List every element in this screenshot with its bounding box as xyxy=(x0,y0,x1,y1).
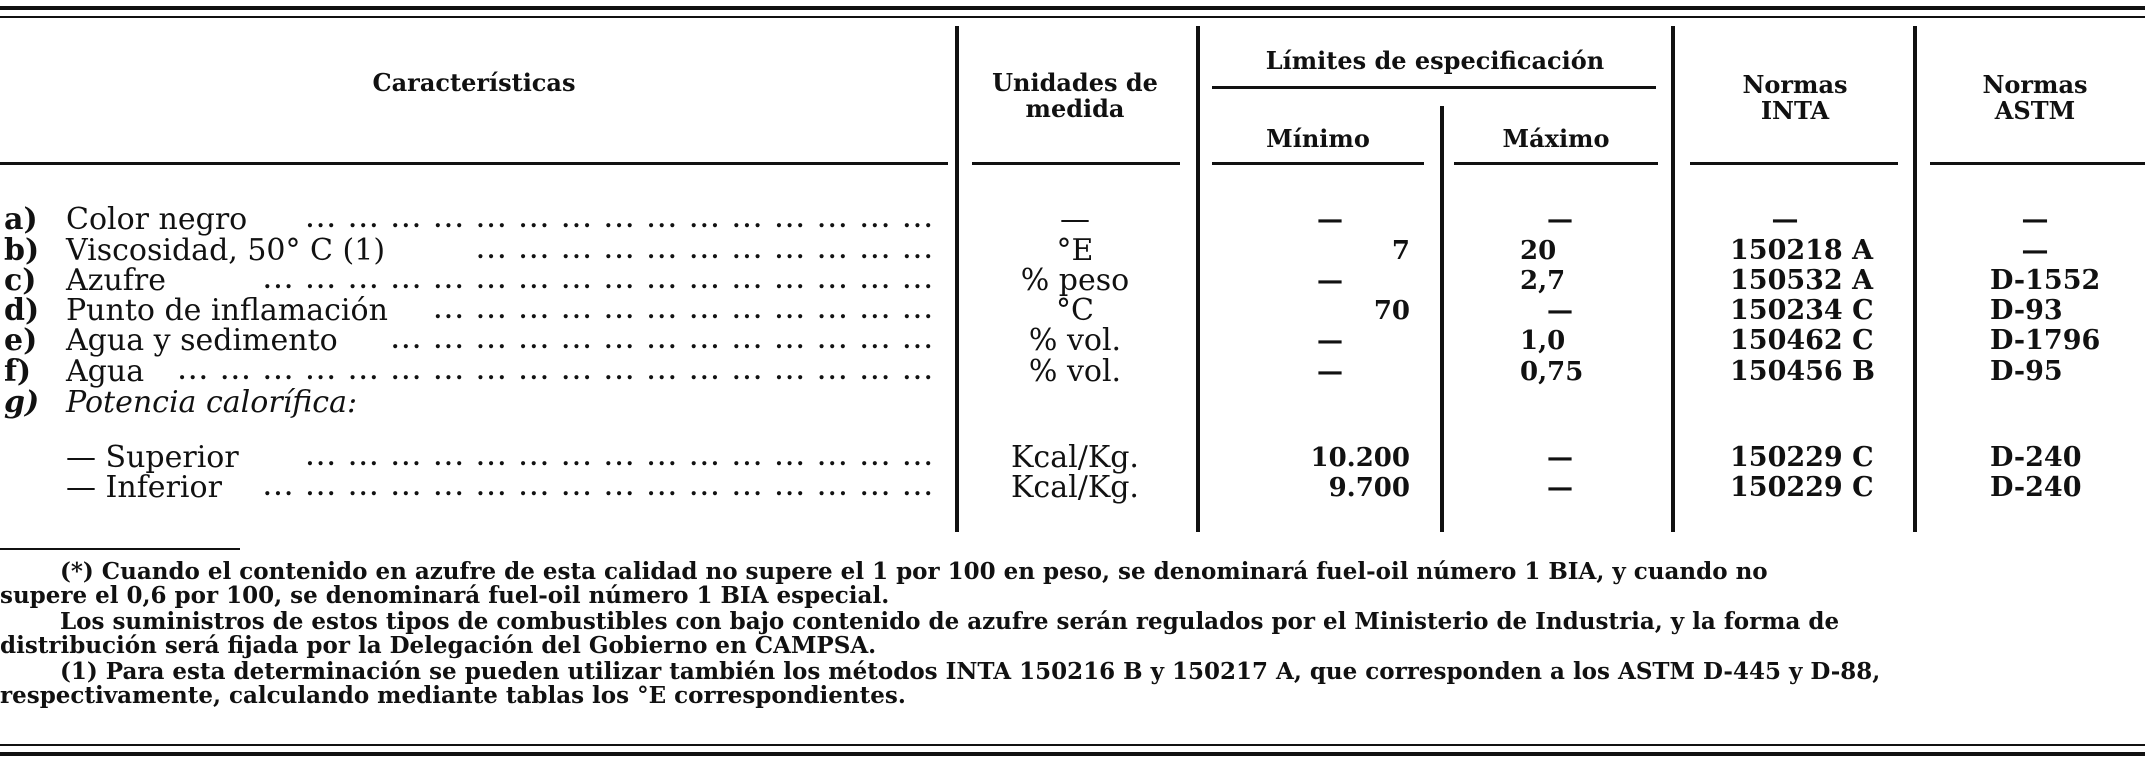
header-rule-2 xyxy=(972,162,1180,165)
row-norma-inta: 150229 C xyxy=(1730,442,1874,473)
footnote-star-line-2: supere el 0,6 por 100, se denominará fuel-oil número 1 BIA especial. xyxy=(0,582,890,609)
col-divider-2 xyxy=(1196,26,1200,532)
header-minimo: Mínimo xyxy=(1266,124,1370,153)
row-label: Potencia calorífica: xyxy=(66,385,358,420)
row-norma-inta: 150462 C xyxy=(1730,325,1874,356)
row-norma-inta: 150532 A xyxy=(1730,265,1874,296)
row-min: 9.700 xyxy=(1328,473,1410,503)
row-leader-dots: ... ... ... ... ... ... ... ... ... ... ... ... ... ... ... xyxy=(306,207,935,233)
row-unit: °C xyxy=(1056,293,1094,328)
row-letter: f) xyxy=(4,354,32,389)
header-rule-4 xyxy=(1454,162,1658,165)
row-label: Viscosidad, 50° C (1) xyxy=(66,233,386,268)
row-max: — xyxy=(1547,473,1573,503)
row-label: Azufre xyxy=(66,263,166,298)
row-min: — xyxy=(1317,357,1343,387)
header-unidades: Unidades de medida xyxy=(992,68,1158,123)
footnote-supply-line-2: distribución será fijada por la Delegación del Gobierno en CAMPSA. xyxy=(0,632,877,659)
row-min: — xyxy=(1317,205,1343,235)
col-divider-5 xyxy=(1913,26,1917,532)
row-min: — xyxy=(1317,266,1343,296)
row-unit: °E xyxy=(1056,233,1094,268)
row-norma-astm: D-240 xyxy=(1990,472,2082,503)
top-rule-thick xyxy=(0,6,2145,10)
row-letter: a) xyxy=(4,202,38,237)
row-unit: % vol. xyxy=(1028,354,1122,389)
row-max: — xyxy=(1547,296,1573,326)
row-letter: e) xyxy=(4,323,38,358)
header-limites: Límites de especificación xyxy=(1265,46,1605,75)
row-label: Punto de inflamación xyxy=(66,293,388,328)
row-leader-dots: ... ... ... ... ... ... ... ... ... ... ... ... ... xyxy=(391,328,935,354)
bottom-rule-thick xyxy=(0,752,2145,756)
row-norma-astm: D-95 xyxy=(1990,356,2063,387)
row-norma-astm: D-1796 xyxy=(1990,325,2101,356)
row-norma-inta: 150456 B xyxy=(1730,356,1875,387)
row-min: 70 xyxy=(1373,296,1410,326)
header-caracteristicas: Características xyxy=(372,68,576,97)
row-unit: Kcal/Kg. xyxy=(1011,440,1139,475)
header-maximo: Máximo xyxy=(1502,124,1610,153)
col-divider-3 xyxy=(1440,106,1444,532)
row-leader-dots: ... ... ... ... ... ... ... ... ... ... ... ... ... ... ... ... xyxy=(263,475,935,501)
header-rule-3 xyxy=(1212,162,1424,165)
row-norma-astm: — xyxy=(2021,204,2049,235)
header-rule-1 xyxy=(0,162,948,165)
row-unit: % peso xyxy=(1020,263,1130,298)
row-max: — xyxy=(1547,205,1573,235)
row-letter: c) xyxy=(4,263,37,298)
bottom-rule-thin xyxy=(0,744,2145,746)
limites-underline xyxy=(1212,86,1656,89)
row-norma-astm: — xyxy=(2021,235,2049,266)
row-min: 7 xyxy=(1391,236,1410,266)
row-norma-astm: D-93 xyxy=(1990,295,2063,326)
row-label: Agua xyxy=(66,354,145,389)
header-rule-6 xyxy=(1930,162,2145,165)
header-normas-inta: Normas INTA xyxy=(1742,70,1848,125)
row-max: 2,7 xyxy=(1520,266,1566,296)
row-norma-inta: 150218 A xyxy=(1730,235,1874,266)
row-leader-dots: ... ... ... ... ... ... ... ... ... ... ... ... ... ... ... ... ... ... xyxy=(178,359,935,385)
row-label: — Inferior xyxy=(66,470,222,505)
header-normas-astm: Normas ASTM xyxy=(1982,70,2088,125)
footnote-rule xyxy=(0,548,240,550)
row-max: 1,0 xyxy=(1520,326,1566,356)
row-max: — xyxy=(1547,443,1573,473)
row-unit: — xyxy=(1060,202,1090,237)
row-max: 20 xyxy=(1520,236,1557,266)
row-unit: Kcal/Kg. xyxy=(1011,470,1139,505)
row-norma-astm: D-1552 xyxy=(1990,265,2101,296)
row-letter: d) xyxy=(4,293,40,328)
footnote-one-line-1: (1) Para esta determinación se pueden utilizar también los métodos INTA 150216 B y 150217 A, que corresponden a los ASTM D-445 y D-88, xyxy=(60,658,1881,685)
col-divider-4 xyxy=(1671,26,1675,532)
row-norma-astm: D-240 xyxy=(1990,442,2082,473)
row-label: Agua y sedimento xyxy=(66,323,338,358)
row-min: 10.200 xyxy=(1310,443,1410,473)
row-letter: g) xyxy=(4,385,40,420)
row-norma-inta: 150234 C xyxy=(1730,295,1874,326)
footnote-one-line-2: respectivamente, calculando mediante tablas los °E correspondientes. xyxy=(0,682,906,709)
row-max: 0,75 xyxy=(1520,357,1584,387)
top-rule-thin xyxy=(0,16,2145,18)
row-leader-dots: ... ... ... ... ... ... ... ... ... ... ... ... ... ... ... xyxy=(306,445,935,471)
row-norma-inta: — xyxy=(1771,204,1799,235)
row-label: Color negro xyxy=(66,202,248,237)
header-rule-5 xyxy=(1690,162,1898,165)
row-label: — Superior xyxy=(66,440,239,475)
row-letter: b) xyxy=(4,233,40,268)
row-leader-dots: ... ... ... ... ... ... ... ... ... ... ... xyxy=(476,238,935,264)
row-norma-inta: 150229 C xyxy=(1730,472,1874,503)
row-unit: % vol. xyxy=(1028,323,1122,358)
col-divider-1 xyxy=(955,26,959,532)
row-leader-dots: ... ... ... ... ... ... ... ... ... ... ... ... ... ... ... ... xyxy=(263,268,935,294)
footnote-supply-line-1: Los suministros de estos tipos de combustibles con bajo contenido de azufre serán regulados por el Ministerio de Industria, y la forma de xyxy=(60,608,1840,635)
row-leader-dots: ... ... ... ... ... ... ... ... ... ... ... ... xyxy=(434,298,935,324)
row-min: — xyxy=(1317,326,1343,356)
footnote-star-line-1: (*) Cuando el contenido en azufre de esta calidad no supere el 1 por 100 en peso, se denominará fuel-oil número 1 BIA, y cuando no xyxy=(60,558,1768,585)
